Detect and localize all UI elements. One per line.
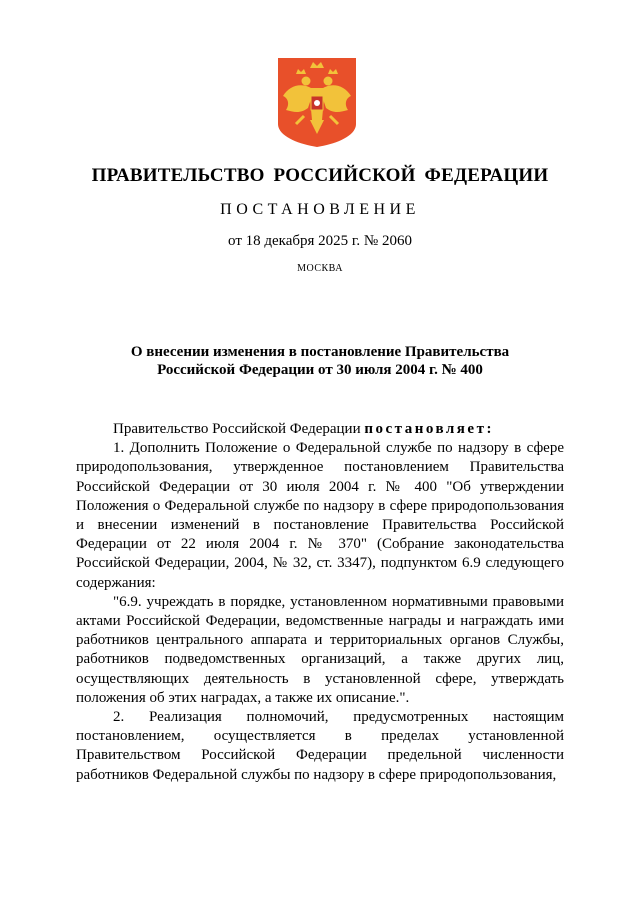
subject-line-1: О внесении изменения в постановление Правительства (130, 344, 510, 360)
paragraph-2: "6.9. учреждать в порядке, установленном нормативными правовыми актами Российской Федерации, ведомственные награды и награждать ими работников центрального аппарата и территориальных органов Службы, работников подведомственных организаций, а также других лиц, осуществляющих деятельность в установленной сфере, утверждать положения об этих наградах, а также их описание.". (76, 593, 564, 706)
document-body (76, 420, 564, 785)
document-type: ПОСТАНОВЛЕНИЕ (220, 201, 420, 218)
paragraph-3: 2. Реализация полномочий, предусмотренных настоящим постановлением, осуществляется в пределах установленной Правительством Российской Федерации предельной численности работников Федеральной службы по надзору в сфере природопользования, (76, 709, 564, 783)
document-date-number: от 18 декабря 2025 г. № 2060 (228, 233, 412, 249)
subject-line-2: Российской Федерации от 30 июля 2004 г. № 400 (157, 362, 483, 378)
intro-paragraph (76, 420, 564, 439)
document-subject (90, 343, 550, 379)
paragraph-1: 1. Дополнить Положение о Федеральной службе по надзору в сфере природопользования, утвержденное постановлением Правительства Российской Федерации от 30 июля 2004 г. № 400 "Об утверждении Положения о Федеральной службе по надзору в сфере природопользования и внесении изменений в постановление Правительства Российской Федерации от 22 июля 2004 г. № 370" (Собрание законодательства Российской Федерации, 2004, № 32, ст. 3347), подпунктом 6.9 следующего содержания: (76, 440, 564, 591)
document-city: МОСКВА (297, 263, 343, 274)
intro-resolves: постановляет: (364, 421, 494, 437)
government-title: ПРАВИТЕЛЬСТВО РОССИЙСКОЙ ФЕДЕРАЦИИ (91, 165, 549, 186)
coat-of-arms-icon (276, 56, 358, 148)
intro-prefix: Правительство Российской Федерации (113, 421, 365, 437)
